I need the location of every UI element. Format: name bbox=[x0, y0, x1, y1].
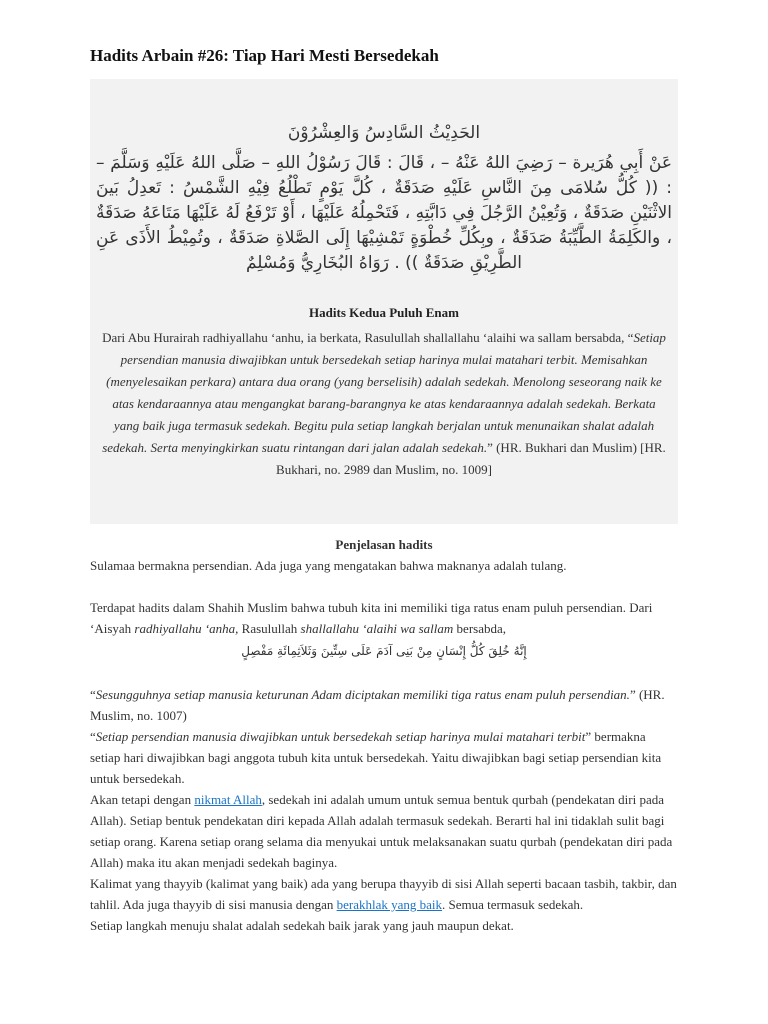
translation-text bbox=[100, 327, 668, 481]
arabic-hadith-muslim: إِنَّهُ خُلِقَ كُلُّ إِنْسَانٍ مِنْ بَنِى آدَمَ عَلَى سِتِّينَ وَثَلاَثِمِائَةِ مَفْصِلٍ bbox=[241, 644, 527, 658]
italic-span: shallallahu ‘alaihi wa sallam bbox=[300, 621, 454, 636]
text-span: . Semua termasuk sedekah. bbox=[442, 897, 584, 912]
arabic-hadith-text: عَنْ أَبِي هُرَيرة – رَضِيَ اللهُ عَنْهُ – ، قَالَ : قَالَ رَسُوْلُ اللهِ – صَلَّى اللهُ عَلَيْهِ وَسَلَّمَ – : (( كُلُّ سُلامَى مِنَ النَّاسِ عَلَيْهِ صَدَقَةٌ ، كُلَّ يَوْمٍ تَطْلُعُ فِيْهِ الشَّمْسُ : تَعدِلُ بَينَ الاثْنَيْنِ صَدَقَةٌ ، وَتُعِيْنُ الرَّجُلَ فِي دَابَّتِهِ ، فَتَحْمِلُهُ عَلَيْهَا ، أَوْ تَرْفَعُ لَهُ عَلَيْهَا مَتَاعَهُ صَدَقَةٌ ، والكَلِمَةُ الطَّيِّبَةُ صَدَقَةٌ ، وبِكُلِّ خُطْوَةٍ تَمْشِيْهَا إِلَى الصَّلاةِ صَدَقَةٌ ، وتُمِيْطُ الأَذَى عَنِ الطَّرِيْقِ صَدَقَةٌ )) . رَوَاهُ البُخَارِيُّ وَمُسْلِمٌ bbox=[96, 153, 672, 273]
text-span: “ bbox=[90, 729, 96, 744]
explanation-section bbox=[90, 534, 678, 936]
italic-span: Setiap persendian manusia diwajibkan untuk bersedekah setiap harinya mulai matahari terbit bbox=[95, 729, 586, 744]
page-title: Hadits Arbain #26: Tiap Hari Mesti Bersedekah bbox=[90, 46, 439, 65]
text-span: ” (HR. Muslim, no. 1007) bbox=[90, 687, 665, 723]
text-span: bersabda, bbox=[453, 621, 506, 636]
text-span: , sedekah ini adalah umum untuk semua bentuk qurbah (pendekatan diri pada Allah). Setiap bentuk pendekatan diri kepada Allah adalah termasuk sedekah. Berarti hal ini tidaklah sulit bagi setiap orang. Karena setiap orang selama dia menyukai untuk melaksanakan suatu qurbah (pendekatan diri pada Allah) maka itu akan menjadi sedekah baginya. bbox=[90, 792, 673, 870]
paragraph-qurbah bbox=[90, 789, 678, 873]
section-heading: Penjelasan hadits bbox=[335, 537, 433, 552]
spacer bbox=[90, 663, 678, 684]
spacer bbox=[90, 576, 678, 597]
quote-muslim bbox=[90, 684, 678, 726]
link-berakhlak[interactable]: berakhlak yang baik bbox=[336, 897, 443, 912]
translation-intro: Dari Abu Hurairah radhiyallahu ‘anhu, ia berkata, Rasulullah shallallahu ‘alaihi wa sallam bersabda, “ bbox=[102, 330, 634, 345]
paragraph-sulamaa: Sulamaa bermakna persendian. Ada juga yang mengatakan bahwa maknanya adalah tulang. bbox=[90, 558, 567, 573]
text-span: Rasulullah bbox=[238, 621, 301, 636]
quote-explanation bbox=[90, 726, 678, 789]
paragraph-thayyib bbox=[90, 873, 678, 915]
text-span: Akan tetapi dengan bbox=[90, 792, 195, 807]
italic-span: Sesungguhnya setiap manusia keturunan Adam diciptakan memiliki tiga ratus enam puluh persendian. bbox=[95, 687, 630, 702]
text-span: Terdapat hadits dalam Shahih Muslim bahwa tubuh kita ini memiliki tiga ratus enam puluh persendian. Dari ‘Aisyah bbox=[90, 600, 653, 636]
translation-quote: Setiap persendian manusia diwajibkan untuk bersedekah setiap harinya mulai matahari terbit. Memisahkan (menyelesaikan perkara) antara dua orang (yang berselisih) adalah sedekah. Menolong seseorang naik ke atas kendaraannya atau mengangkat barang-barangnya ke atas kendaraannya adalah sedekah. Berkata yang baik juga termasuk sedekah. Begitu pula setiap langkah berjalan untuk menunaikan shalat adalah sedekah. Serta menyingkirkan suatu rintangan dari jalan adalah sedekah. bbox=[102, 330, 666, 455]
text-span: Kalimat yang thayyib (kalimat yang baik) ada yang berupa thayyib di sisi Allah seperti bacaan tasbih, takbir, dan tahlil. Ada juga thayyib di sisi manusia dengan bbox=[90, 876, 677, 912]
paragraph-langkah: Setiap langkah menuju shalat adalah sedekah baik jarak yang jauh maupun dekat. bbox=[90, 918, 514, 933]
paragraph-aisyah bbox=[90, 597, 678, 639]
arabic-title: الحَدِيْثُ السَّادِسُ وَالعِشْرُوْنَ bbox=[287, 123, 481, 143]
text-span: ” bermakna setiap hari diwajibkan bagi anggota tubuh kita untuk bersedekah. Yaitu diwajibkan bagi setiap persendian kita untuk bersedekah. bbox=[90, 729, 662, 786]
text-span: “ bbox=[90, 687, 96, 702]
italic-span: radhiyallahu ‘anha, bbox=[134, 621, 239, 636]
translation-heading: Hadits Kedua Puluh Enam bbox=[309, 305, 459, 320]
hadith-box bbox=[90, 79, 678, 524]
link-nikmat-allah[interactable]: nikmat Allah bbox=[194, 792, 262, 807]
translation-source: ” (HR. Bukhari dan Muslim) [HR. Bukhari, no. 2989 dan Muslim, no. 1009] bbox=[276, 440, 666, 477]
